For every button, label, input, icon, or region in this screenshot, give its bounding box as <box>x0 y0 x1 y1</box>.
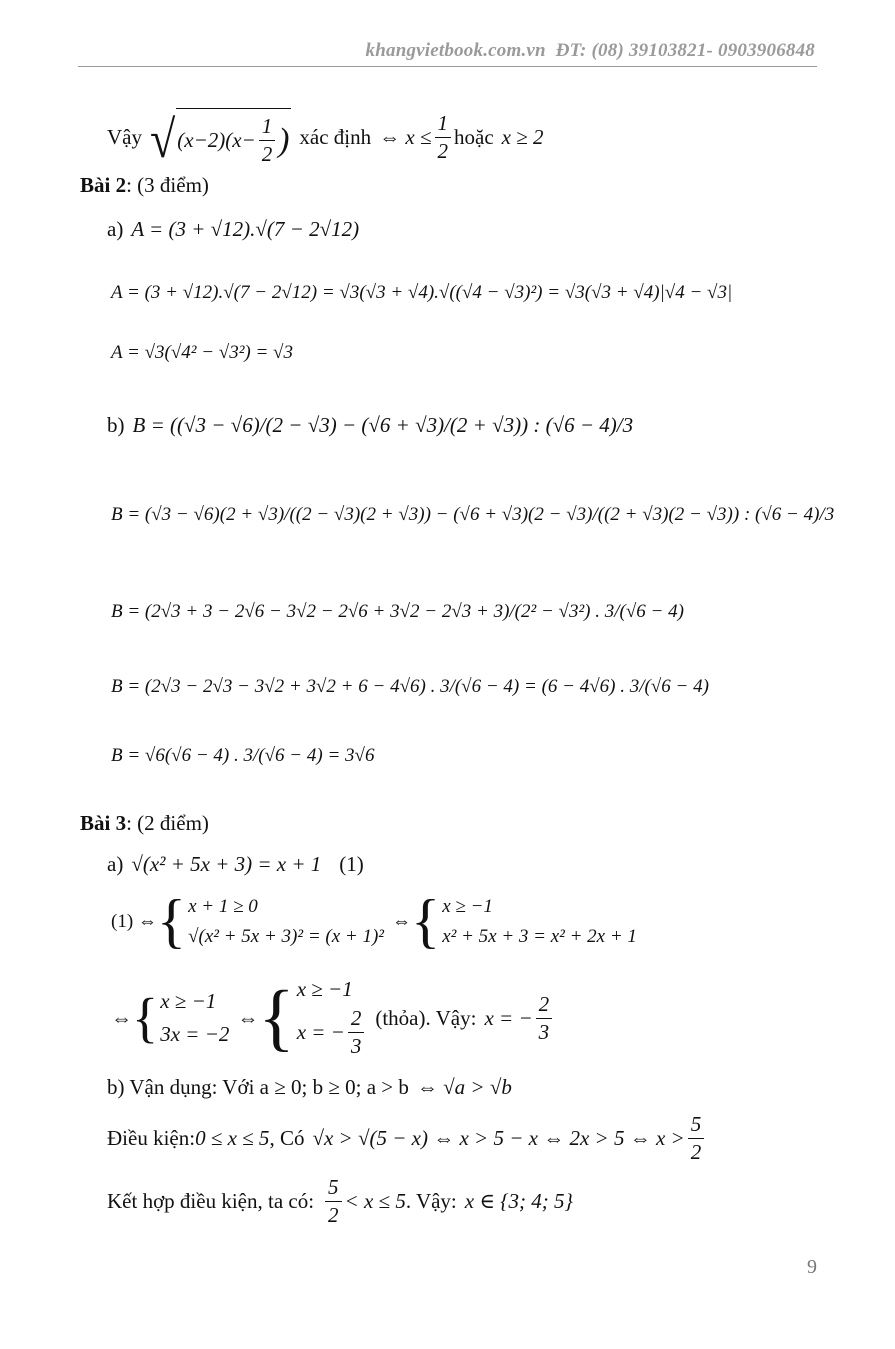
vay-mid: xác định <box>299 124 372 149</box>
vay-expr: (x−2)(x− <box>177 128 256 153</box>
sys1-l2: √(x² + 5x + 3)² = (x + 1)² <box>188 926 385 948</box>
b3-result-range: < x ≤ 5 <box>344 1189 406 1214</box>
sys2-arrow1: ⇔ <box>111 1005 132 1030</box>
brace-right-icon: { <box>411 888 441 955</box>
sys2-r1: x ≥ −1 <box>296 977 353 1001</box>
page-number: 9 <box>807 1256 817 1278</box>
r2-frac-den: 3 <box>348 1032 365 1058</box>
sqrt-expression: √ (x−2)(x− $\frac{1}{2}$ ) <box>150 109 290 169</box>
sys1-r2: x² + 5x + 3 = x² + 2x + 1 <box>442 926 637 948</box>
line-a3-sys2 <box>111 978 555 1058</box>
r2-frac-num: 2 <box>350 1006 362 1031</box>
a-def-expr: A = (3 + √12).√(7 − 2√12) <box>131 217 360 241</box>
b3-rule-math: ⇔ √a > √b <box>416 1075 512 1099</box>
bai3-label: Bài 3 <box>80 811 127 835</box>
sys2-sol: x = − <box>484 1005 533 1030</box>
bai2-heading <box>80 174 209 197</box>
sol-frac-num: 2 <box>538 991 550 1016</box>
b-label: b) <box>107 413 125 437</box>
bai2-points: : (3 điểm) <box>126 173 209 197</box>
res-den: 2 <box>325 1201 342 1227</box>
b3-cond-math: √x > √(5 − x) ⇔ x > 5 − x ⇔ 2x > 5 ⇔ x > <box>312 1126 685 1151</box>
a-step1-expr: A = (3 + √12).√(7 − 2√12) = √3(√3 + √4).√((√4 − √3)²) = √3(√3 + √4)|√4 − √3| <box>111 282 733 303</box>
bai3-heading <box>80 812 209 835</box>
cond-frac-num: 1 <box>437 110 448 135</box>
b-def-expr: B = ((√3 − √6)/(2 − √3) − (√6 + √3)/(2 + √3)) : (√6 − 4)/3 <box>132 413 634 437</box>
vay-cond2: x ≥ 2 <box>501 124 544 149</box>
sys2-arrow2: ⇔ <box>237 1005 259 1030</box>
line-vay-xac-dinh <box>107 108 544 169</box>
line-b-step4 <box>111 746 374 767</box>
a3-tag: (1) <box>339 852 364 876</box>
b3-result-set: x ∈ {3; 4; 5} <box>464 1189 573 1214</box>
a-step2-expr: A = √3(√4² − √3²) = √3 <box>111 342 293 363</box>
sys2-l1: x ≥ −1 <box>160 989 217 1014</box>
vay-cond1: ⇔ x ≤ <box>379 124 432 149</box>
line-a-def <box>107 218 359 241</box>
b-step2-expr: B = (2√3 + 3 − 2√6 − 3√2 − 2√6 + 3√2 − 2√3 + 3)/(2² − √3²) . 3/(√6 − 4) <box>111 601 684 622</box>
b3-cond-co: , Có <box>269 1126 305 1151</box>
line-a-step1 <box>111 283 732 304</box>
line-b-step3 <box>111 677 709 698</box>
system-right <box>442 897 637 949</box>
b3-result-text: Kết hợp điều kiện, ta có: <box>107 1189 315 1214</box>
b3-cond-range: 0 ≤ x ≤ 5 <box>195 1126 270 1151</box>
vay-prefix: Vậy <box>107 124 142 149</box>
cond-den: 2 <box>688 1138 705 1164</box>
header-contact: ĐT: (08) 39103821- 0903906848 <box>555 40 815 61</box>
brace-b-icon: { <box>258 976 295 1060</box>
b-step1-expr: B = (√3 − √6)(2 + √3)/((2 − √3)(2 + √3)) − (√6 + √3)(2 − √3)/((2 + √3)(2 − √3)) : (√6 − 4)/3 <box>111 504 835 525</box>
line-b3-cond <box>107 1113 707 1164</box>
res-num: 5 <box>328 1175 339 1199</box>
page-header <box>366 40 815 62</box>
a3-expr: √(x² + 5x + 3) = x + 1 <box>131 852 322 876</box>
b3-result-vay: . Vậy: <box>405 1189 457 1214</box>
a-label: a) <box>107 217 124 241</box>
system-b <box>297 978 368 1058</box>
bai3-points: : (2 điểm) <box>126 811 209 835</box>
line-b3-rule <box>107 1076 512 1099</box>
a3-label: a) <box>107 852 124 876</box>
sys1-tag: (1) ⇔ <box>111 910 157 932</box>
brace-a-icon: { <box>132 986 159 1048</box>
brace-left-icon: { <box>156 888 187 955</box>
frac-den: 2 <box>259 140 276 166</box>
line-a3-eq <box>107 853 364 876</box>
b3-rule-text: b) Vận dụng: Với a ≥ 0; b ≥ 0; a > b <box>107 1075 409 1099</box>
b-step4-expr: B = √6(√6 − 4) . 3/(√6 − 4) = 3√6 <box>111 745 375 766</box>
bai2-label: Bài 2 <box>80 173 127 197</box>
b-step3-expr: B = (2√3 − 2√3 − 3√2 + 3√2 + 6 − 4√6) . 3/(√6 − 4) = (6 − 4√6) . 3/(√6 − 4) <box>111 676 709 697</box>
line-b-step2 <box>111 602 684 623</box>
sys1-r1: x ≥ −1 <box>442 895 493 917</box>
sys2-l2: 3x = −2 <box>160 1022 230 1047</box>
sol-frac-den: 3 <box>536 1018 553 1044</box>
cond-num: 5 <box>690 1112 702 1136</box>
system-a <box>160 990 229 1046</box>
line-b-def <box>107 414 633 437</box>
cond-frac-den: 2 <box>435 137 452 163</box>
line-a-step2 <box>111 343 293 364</box>
sys1-l1: x + 1 ≥ 0 <box>188 895 258 917</box>
b3-cond-text: Điều kiện: <box>107 1126 196 1151</box>
sys1-arrow: ⇔ <box>392 910 412 932</box>
sys2-thoa: (thỏa). Vậy: <box>375 1005 477 1030</box>
system-left <box>188 897 384 949</box>
line-b3-result <box>107 1176 573 1227</box>
header-rule <box>78 66 817 67</box>
sys2-r2: x = − <box>296 1020 345 1045</box>
line-a3-sys1 <box>111 888 637 955</box>
vay-hoac: hoặc <box>454 124 494 149</box>
header-site: khangvietbook.com.vn <box>365 40 546 61</box>
line-b-step1 <box>111 505 834 526</box>
frac-num: 1 <box>261 114 273 138</box>
